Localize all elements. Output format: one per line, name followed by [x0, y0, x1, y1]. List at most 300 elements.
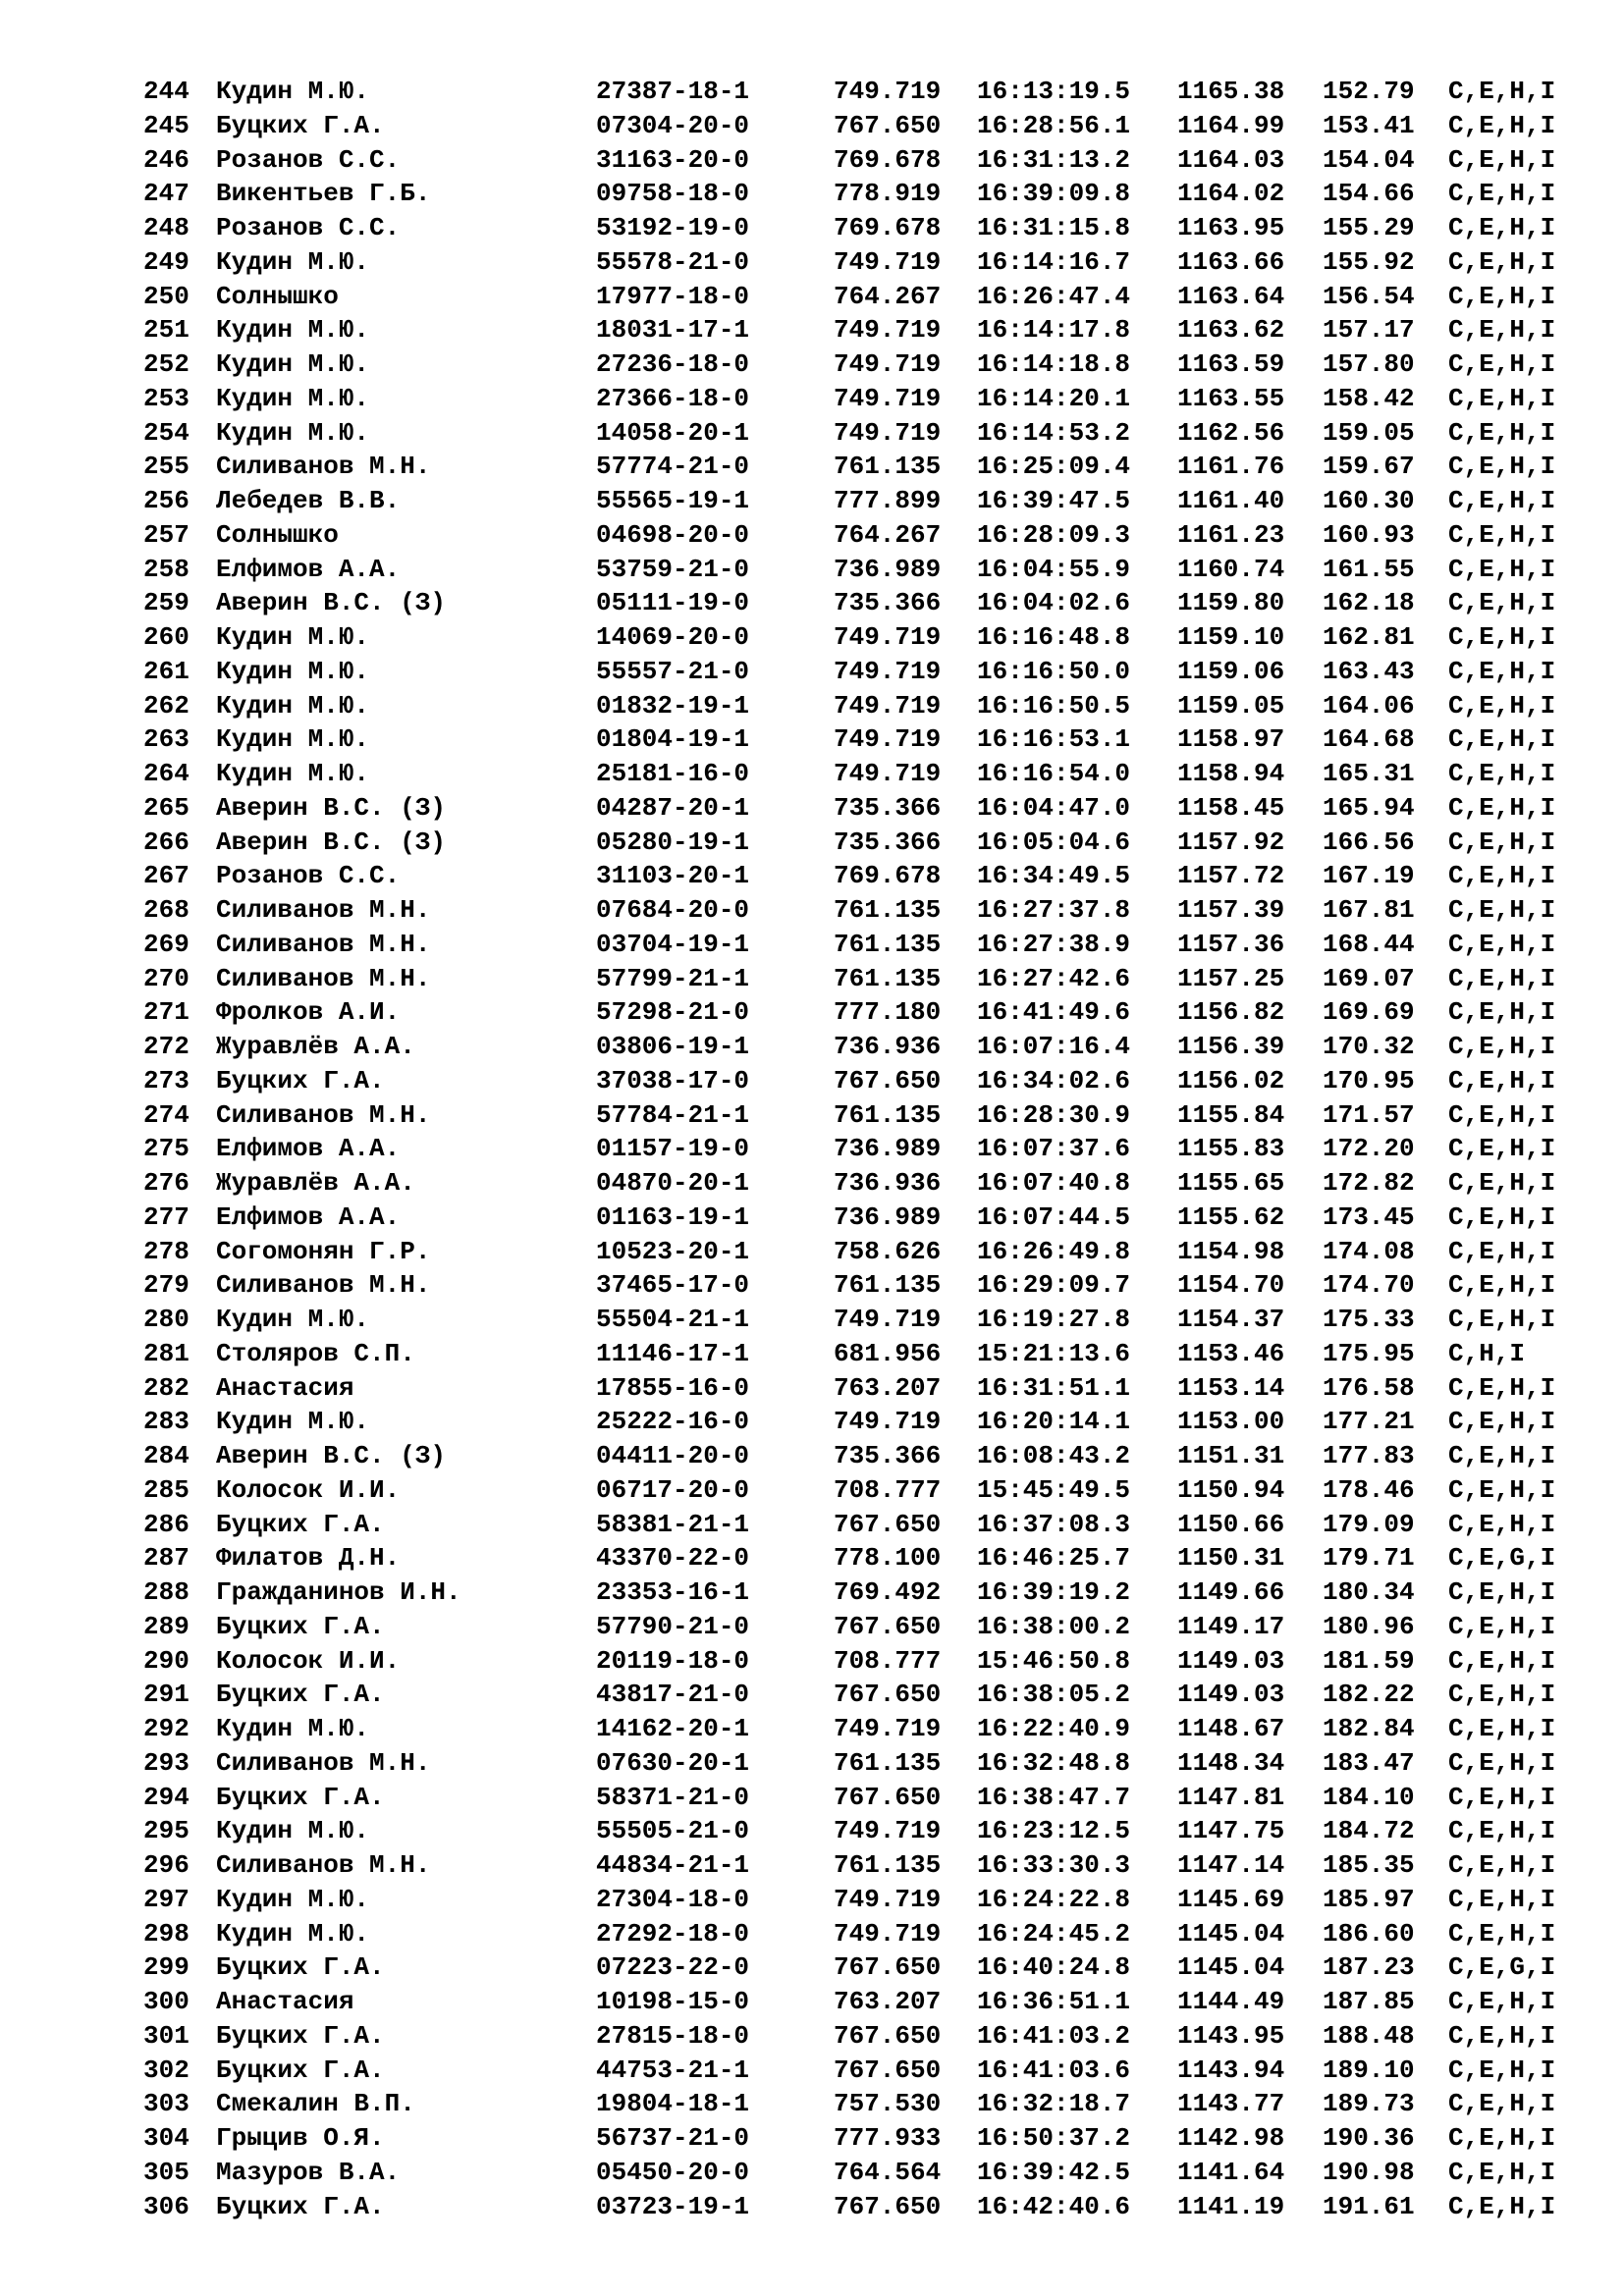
- coefficient-cell: 161.55: [1323, 554, 1415, 584]
- table-row: [143, 1575, 1597, 1610]
- speed-cell: 1163.66: [1177, 246, 1285, 277]
- speed-cell: 1155.83: [1177, 1134, 1285, 1164]
- categories-cell: C,E,H,I: [1448, 1134, 1556, 1164]
- owner-name-cell: Розанов С.С.: [216, 213, 401, 242]
- arrival-time-cell: 16:29:09.7: [977, 1270, 1131, 1301]
- distance-cell: 769.492: [834, 1577, 942, 1607]
- table-row: [143, 722, 1597, 757]
- table-row: [143, 1814, 1597, 1848]
- coefficient-cell: 177.21: [1323, 1407, 1415, 1437]
- categories-cell: C,E,H,I: [1448, 724, 1556, 755]
- categories-cell: C,E,H,I: [1448, 1305, 1556, 1334]
- categories-cell: C,E,H,I: [1448, 1918, 1556, 1949]
- owner-name-cell: Силиванов М.Н.: [216, 1747, 431, 1778]
- distance-cell: 761.135: [834, 1270, 942, 1301]
- coefficient-cell: 184.10: [1323, 1782, 1415, 1812]
- owner-name-cell: Кудин М.Ю.: [216, 1918, 370, 1949]
- ring-number-cell: 07304-20-0: [596, 110, 750, 140]
- categories-cell: C,E,H,I: [1448, 2191, 1556, 2221]
- speed-cell: 1162.56: [1177, 417, 1285, 448]
- owner-name-cell: Грыцив О.Я.: [216, 2123, 385, 2153]
- place-number-cell: 261: [143, 656, 189, 686]
- distance-cell: 767.650: [834, 2020, 942, 2051]
- owner-name-cell: Силиванов М.Н.: [216, 452, 431, 482]
- speed-cell: 1164.02: [1177, 179, 1285, 209]
- categories-cell: C,E,H,I: [1448, 827, 1556, 857]
- distance-cell: 767.650: [834, 2191, 942, 2221]
- coefficient-cell: 181.59: [1323, 1645, 1415, 1676]
- coefficient-cell: 187.85: [1323, 1987, 1415, 2016]
- speed-cell: 1156.02: [1177, 1065, 1285, 1095]
- results-table: [143, 75, 1597, 2223]
- distance-cell: 764.267: [834, 519, 942, 550]
- owner-name-cell: Розанов С.С.: [216, 861, 401, 891]
- categories-cell: C,E,H,I: [1448, 315, 1556, 346]
- ring-number-cell: 17977-18-0: [596, 281, 750, 311]
- distance-cell: 767.650: [834, 1680, 942, 1710]
- place-number-cell: 250: [143, 281, 189, 311]
- table-row: [143, 2156, 1597, 2190]
- table-row: [143, 859, 1597, 893]
- table-row: [143, 347, 1597, 382]
- coefficient-cell: 166.56: [1323, 827, 1415, 857]
- table-row: [143, 1508, 1597, 1542]
- place-number-cell: 281: [143, 1338, 189, 1368]
- table-row: [143, 655, 1597, 689]
- ring-number-cell: 57790-21-0: [596, 1611, 750, 1641]
- place-number-cell: 246: [143, 144, 189, 175]
- owner-name-cell: Буцких Г.А.: [216, 1782, 385, 1812]
- table-row: [143, 1371, 1597, 1406]
- coefficient-cell: 185.35: [1323, 1850, 1415, 1880]
- speed-cell: 1164.03: [1177, 144, 1285, 175]
- ring-number-cell: 03704-19-1: [596, 929, 750, 959]
- table-row: [143, 928, 1597, 962]
- coefficient-cell: 156.54: [1323, 281, 1415, 311]
- ring-number-cell: 19804-18-1: [596, 2089, 750, 2119]
- ring-number-cell: 58381-21-1: [596, 1509, 750, 1539]
- owner-name-cell: Аверин В.С. (З): [216, 792, 447, 823]
- coefficient-cell: 185.97: [1323, 1884, 1415, 1914]
- categories-cell: C,E,H,I: [1448, 1099, 1556, 1130]
- coefficient-cell: 168.44: [1323, 929, 1415, 959]
- table-row: [143, 211, 1597, 245]
- arrival-time-cell: 16:39:09.8: [977, 179, 1131, 209]
- arrival-time-cell: 16:04:02.6: [977, 588, 1131, 618]
- categories-cell: C,E,H,I: [1448, 1645, 1556, 1676]
- arrival-time-cell: 16:13:19.5: [977, 77, 1131, 106]
- table-row: [143, 1610, 1597, 1644]
- distance-cell: 764.564: [834, 2157, 942, 2187]
- place-number-cell: 288: [143, 1577, 189, 1607]
- ring-number-cell: 31163-20-0: [596, 144, 750, 175]
- table-row: [143, 450, 1597, 484]
- arrival-time-cell: 16:32:48.8: [977, 1747, 1131, 1778]
- place-number-cell: 268: [143, 895, 189, 925]
- place-number-cell: 303: [143, 2089, 189, 2119]
- place-number-cell: 305: [143, 2157, 189, 2187]
- arrival-time-cell: 16:42:40.6: [977, 2191, 1131, 2221]
- categories-cell: C,E,G,I: [1448, 1543, 1556, 1574]
- place-number-cell: 276: [143, 1168, 189, 1198]
- ring-number-cell: 55578-21-0: [596, 246, 750, 277]
- speed-cell: 1143.77: [1177, 2089, 1285, 2119]
- arrival-time-cell: 16:26:47.4: [977, 281, 1131, 311]
- ring-number-cell: 27387-18-1: [596, 77, 750, 106]
- place-number-cell: 280: [143, 1305, 189, 1334]
- owner-name-cell: Журавлёв А.А.: [216, 1032, 415, 1061]
- speed-cell: 1159.06: [1177, 656, 1285, 686]
- categories-cell: C,E,H,I: [1448, 1782, 1556, 1812]
- speed-cell: 1163.55: [1177, 383, 1285, 413]
- speed-cell: 1159.80: [1177, 588, 1285, 618]
- table-row: [143, 313, 1597, 347]
- categories-cell: C,E,H,I: [1448, 519, 1556, 550]
- owner-name-cell: Кудин М.Ю.: [216, 1884, 370, 1914]
- ring-number-cell: 37038-17-0: [596, 1065, 750, 1095]
- place-number-cell: 286: [143, 1509, 189, 1539]
- owner-name-cell: Гражданинов И.Н.: [216, 1577, 461, 1607]
- coefficient-cell: 189.73: [1323, 2089, 1415, 2119]
- table-row: [143, 484, 1597, 518]
- categories-cell: C,E,H,I: [1448, 2055, 1556, 2085]
- categories-cell: C,E,H,I: [1448, 1611, 1556, 1641]
- categories-cell: C,E,H,I: [1448, 554, 1556, 584]
- owner-name-cell: Кудин М.Ю.: [216, 622, 370, 652]
- table-row: [143, 2121, 1597, 2156]
- coefficient-cell: 154.66: [1323, 179, 1415, 209]
- ring-number-cell: 09758-18-0: [596, 179, 750, 209]
- coefficient-cell: 154.04: [1323, 144, 1415, 175]
- speed-cell: 1156.82: [1177, 997, 1285, 1028]
- table-row: [143, 791, 1597, 826]
- ring-number-cell: 05111-19-0: [596, 588, 750, 618]
- speed-cell: 1159.05: [1177, 690, 1285, 721]
- distance-cell: 749.719: [834, 417, 942, 448]
- place-number-cell: 302: [143, 2055, 189, 2085]
- owner-name-cell: Журавлёв А.А.: [216, 1168, 415, 1198]
- table-row: [143, 893, 1597, 928]
- arrival-time-cell: 15:21:13.6: [977, 1338, 1131, 1368]
- owner-name-cell: Смекалин В.П.: [216, 2089, 415, 2119]
- ring-number-cell: 57799-21-1: [596, 963, 750, 993]
- coefficient-cell: 190.36: [1323, 2123, 1415, 2153]
- ring-number-cell: 14058-20-1: [596, 417, 750, 448]
- speed-cell: 1157.39: [1177, 895, 1285, 925]
- coefficient-cell: 174.70: [1323, 1270, 1415, 1301]
- place-number-cell: 293: [143, 1747, 189, 1778]
- distance-cell: 735.366: [834, 1441, 942, 1470]
- arrival-time-cell: 16:24:22.8: [977, 1884, 1131, 1914]
- owner-name-cell: Анастасия: [216, 1987, 354, 2016]
- coefficient-cell: 191.61: [1323, 2191, 1415, 2221]
- arrival-time-cell: 16:25:09.4: [977, 452, 1131, 482]
- coefficient-cell: 175.95: [1323, 1338, 1415, 1368]
- ring-number-cell: 43817-21-0: [596, 1680, 750, 1710]
- table-row: [143, 2190, 1597, 2224]
- distance-cell: 761.135: [834, 929, 942, 959]
- owner-name-cell: Силиванов М.Н.: [216, 1099, 431, 1130]
- distance-cell: 767.650: [834, 2055, 942, 2085]
- speed-cell: 1161.76: [1177, 452, 1285, 482]
- arrival-time-cell: 16:28:30.9: [977, 1099, 1131, 1130]
- speed-cell: 1148.34: [1177, 1747, 1285, 1778]
- categories-cell: C,E,H,I: [1448, 417, 1556, 448]
- owner-name-cell: Колосок И.И.: [216, 1645, 401, 1676]
- ring-number-cell: 55557-21-0: [596, 656, 750, 686]
- table-row: [143, 1132, 1597, 1166]
- owner-name-cell: Буцких Г.А.: [216, 1952, 385, 1983]
- place-number-cell: 294: [143, 1782, 189, 1812]
- table-row: [143, 1781, 1597, 1815]
- ring-number-cell: 05280-19-1: [596, 827, 750, 857]
- categories-cell: C,E,H,I: [1448, 1474, 1556, 1505]
- arrival-time-cell: 16:41:03.2: [977, 2020, 1131, 2051]
- distance-cell: 749.719: [834, 246, 942, 277]
- distance-cell: 767.650: [834, 1065, 942, 1095]
- arrival-time-cell: 16:14:17.8: [977, 315, 1131, 346]
- place-number-cell: 285: [143, 1474, 189, 1505]
- coefficient-cell: 153.41: [1323, 110, 1415, 140]
- coefficient-cell: 167.81: [1323, 895, 1415, 925]
- categories-cell: C,E,H,I: [1448, 2089, 1556, 2119]
- categories-cell: C,E,H,I: [1448, 486, 1556, 515]
- distance-cell: 767.650: [834, 1952, 942, 1983]
- owner-name-cell: Буцких Г.А.: [216, 1065, 385, 1095]
- ring-number-cell: 27236-18-0: [596, 349, 750, 379]
- arrival-time-cell: 16:31:15.8: [977, 213, 1131, 242]
- speed-cell: 1141.19: [1177, 2191, 1285, 2221]
- table-row: [143, 382, 1597, 416]
- categories-cell: C,E,H,I: [1448, 861, 1556, 891]
- table-row: [143, 1166, 1597, 1201]
- coefficient-cell: 155.29: [1323, 213, 1415, 242]
- categories-cell: C,E,H,I: [1448, 759, 1556, 788]
- arrival-time-cell: 16:22:40.9: [977, 1714, 1131, 1743]
- ring-number-cell: 44753-21-1: [596, 2055, 750, 2085]
- distance-cell: 749.719: [834, 1918, 942, 1949]
- speed-cell: 1164.99: [1177, 110, 1285, 140]
- categories-cell: C,E,H,I: [1448, 963, 1556, 993]
- arrival-time-cell: 16:39:19.2: [977, 1577, 1131, 1607]
- categories-cell: C,E,H,I: [1448, 1201, 1556, 1232]
- categories-cell: C,E,H,I: [1448, 383, 1556, 413]
- ring-number-cell: 53192-19-0: [596, 213, 750, 242]
- owner-name-cell: Кудин М.Ю.: [216, 1714, 370, 1743]
- speed-cell: 1155.62: [1177, 1201, 1285, 1232]
- categories-cell: C,E,H,I: [1448, 1987, 1556, 2016]
- owner-name-cell: Буцких Г.А.: [216, 2191, 385, 2221]
- arrival-time-cell: 16:39:47.5: [977, 486, 1131, 515]
- distance-cell: 761.135: [834, 1099, 942, 1130]
- distance-cell: 769.678: [834, 144, 942, 175]
- place-number-cell: 265: [143, 792, 189, 823]
- ring-number-cell: 27815-18-0: [596, 2020, 750, 2051]
- owner-name-cell: Кудин М.Ю.: [216, 690, 370, 721]
- ring-number-cell: 25222-16-0: [596, 1407, 750, 1437]
- categories-cell: C,E,H,I: [1448, 792, 1556, 823]
- table-row: [143, 1712, 1597, 1746]
- place-number-cell: 271: [143, 997, 189, 1028]
- ring-number-cell: 37465-17-0: [596, 1270, 750, 1301]
- ring-number-cell: 07684-20-0: [596, 895, 750, 925]
- place-number-cell: 260: [143, 622, 189, 652]
- owner-name-cell: Кудин М.Ю.: [216, 1407, 370, 1437]
- ring-number-cell: 14162-20-1: [596, 1714, 750, 1743]
- coefficient-cell: 172.82: [1323, 1168, 1415, 1198]
- categories-cell: C,E,H,I: [1448, 1270, 1556, 1301]
- arrival-time-cell: 16:07:40.8: [977, 1168, 1131, 1198]
- categories-cell: C,E,H,I: [1448, 929, 1556, 959]
- ring-number-cell: 10523-20-1: [596, 1236, 750, 1266]
- table-row: [143, 1064, 1597, 1098]
- categories-cell: C,E,H,I: [1448, 1680, 1556, 1710]
- place-number-cell: 262: [143, 690, 189, 721]
- table-row: [143, 2087, 1597, 2121]
- speed-cell: 1155.65: [1177, 1168, 1285, 1198]
- ring-number-cell: 11146-17-1: [596, 1338, 750, 1368]
- table-row: [143, 280, 1597, 314]
- distance-cell: 763.207: [834, 1987, 942, 2016]
- owner-name-cell: Розанов С.С.: [216, 144, 401, 175]
- owner-name-cell: Столяров С.П.: [216, 1338, 415, 1368]
- distance-cell: 736.936: [834, 1032, 942, 1061]
- arrival-time-cell: 16:46:25.7: [977, 1543, 1131, 1574]
- categories-cell: C,E,H,I: [1448, 2020, 1556, 2051]
- distance-cell: 736.936: [834, 1168, 942, 1198]
- place-number-cell: 289: [143, 1611, 189, 1641]
- speed-cell: 1159.10: [1177, 622, 1285, 652]
- table-row: [143, 1235, 1597, 1269]
- place-number-cell: 252: [143, 349, 189, 379]
- speed-cell: 1145.04: [1177, 1918, 1285, 1949]
- place-number-cell: 295: [143, 1816, 189, 1846]
- coefficient-cell: 177.83: [1323, 1441, 1415, 1470]
- categories-cell: C,E,H,I: [1448, 213, 1556, 242]
- owner-name-cell: Солнышко: [216, 519, 339, 550]
- owner-name-cell: Кудин М.Ю.: [216, 349, 370, 379]
- speed-cell: 1154.70: [1177, 1270, 1285, 1301]
- distance-cell: 767.650: [834, 1509, 942, 1539]
- speed-cell: 1143.95: [1177, 2020, 1285, 2051]
- arrival-time-cell: 16:14:18.8: [977, 349, 1131, 379]
- ring-number-cell: 01832-19-1: [596, 690, 750, 721]
- ring-number-cell: 04870-20-1: [596, 1168, 750, 1198]
- owner-name-cell: Мазуров В.А.: [216, 2157, 401, 2187]
- distance-cell: 749.719: [834, 759, 942, 788]
- coefficient-cell: 164.06: [1323, 690, 1415, 721]
- coefficient-cell: 176.58: [1323, 1372, 1415, 1403]
- coefficient-cell: 158.42: [1323, 383, 1415, 413]
- arrival-time-cell: 16:19:27.8: [977, 1305, 1131, 1334]
- coefficient-cell: 157.80: [1323, 349, 1415, 379]
- speed-cell: 1147.14: [1177, 1850, 1285, 1880]
- table-row: [143, 1268, 1597, 1303]
- distance-cell: 749.719: [834, 1407, 942, 1437]
- table-row: [143, 1985, 1597, 2019]
- speed-cell: 1163.59: [1177, 349, 1285, 379]
- place-number-cell: 247: [143, 179, 189, 209]
- place-number-cell: 284: [143, 1441, 189, 1470]
- table-row: [143, 245, 1597, 280]
- owner-name-cell: Елфимов А.А.: [216, 1201, 401, 1232]
- owner-name-cell: Кудин М.Ю.: [216, 77, 370, 106]
- table-row: [143, 962, 1597, 996]
- distance-cell: 767.650: [834, 1782, 942, 1812]
- speed-cell: 1157.72: [1177, 861, 1285, 891]
- place-number-cell: 249: [143, 246, 189, 277]
- ring-number-cell: 27366-18-0: [596, 383, 750, 413]
- place-number-cell: 299: [143, 1952, 189, 1983]
- ring-number-cell: 55505-21-0: [596, 1816, 750, 1846]
- ring-number-cell: 20119-18-0: [596, 1645, 750, 1676]
- distance-cell: 749.719: [834, 383, 942, 413]
- place-number-cell: 253: [143, 383, 189, 413]
- arrival-time-cell: 16:28:56.1: [977, 110, 1131, 140]
- coefficient-cell: 172.20: [1323, 1134, 1415, 1164]
- distance-cell: 749.719: [834, 1714, 942, 1743]
- ring-number-cell: 07223-22-0: [596, 1952, 750, 1983]
- arrival-time-cell: 16:07:44.5: [977, 1201, 1131, 1232]
- coefficient-cell: 160.93: [1323, 519, 1415, 550]
- speed-cell: 1160.74: [1177, 554, 1285, 584]
- place-number-cell: 266: [143, 827, 189, 857]
- arrival-time-cell: 16:08:43.2: [977, 1441, 1131, 1470]
- distance-cell: 764.267: [834, 281, 942, 311]
- categories-cell: C,E,H,I: [1448, 1850, 1556, 1880]
- place-number-cell: 251: [143, 315, 189, 346]
- owner-name-cell: Анастасия: [216, 1372, 354, 1403]
- distance-cell: 749.719: [834, 724, 942, 755]
- arrival-time-cell: 16:23:12.5: [977, 1816, 1131, 1846]
- categories-cell: C,E,H,I: [1448, 1747, 1556, 1778]
- table-row: [143, 2019, 1597, 2054]
- ring-number-cell: 53759-21-0: [596, 554, 750, 584]
- distance-cell: 749.719: [834, 1305, 942, 1334]
- distance-cell: 761.135: [834, 895, 942, 925]
- distance-cell: 735.366: [834, 827, 942, 857]
- place-number-cell: 256: [143, 486, 189, 515]
- table-row: [143, 1303, 1597, 1337]
- distance-cell: 749.719: [834, 77, 942, 106]
- owner-name-cell: Кудин М.Ю.: [216, 724, 370, 755]
- place-number-cell: 277: [143, 1201, 189, 1232]
- categories-cell: C,E,H,I: [1448, 1577, 1556, 1607]
- coefficient-cell: 184.72: [1323, 1816, 1415, 1846]
- place-number-cell: 267: [143, 861, 189, 891]
- ring-number-cell: 57784-21-1: [596, 1099, 750, 1130]
- arrival-time-cell: 16:04:55.9: [977, 554, 1131, 584]
- owner-name-cell: Фролков А.И.: [216, 997, 401, 1028]
- place-number-cell: 287: [143, 1543, 189, 1574]
- distance-cell: 763.207: [834, 1372, 942, 1403]
- arrival-time-cell: 16:24:45.2: [977, 1918, 1131, 1949]
- place-number-cell: 257: [143, 519, 189, 550]
- arrival-time-cell: 16:16:50.0: [977, 656, 1131, 686]
- ring-number-cell: 23353-16-1: [596, 1577, 750, 1607]
- place-number-cell: 264: [143, 759, 189, 788]
- distance-cell: 777.180: [834, 997, 942, 1028]
- speed-cell: 1143.94: [1177, 2055, 1285, 2085]
- ring-number-cell: 58371-21-0: [596, 1782, 750, 1812]
- distance-cell: 777.933: [834, 2123, 942, 2153]
- distance-cell: 761.135: [834, 1850, 942, 1880]
- coefficient-cell: 155.92: [1323, 246, 1415, 277]
- table-row: [143, 1883, 1597, 1917]
- owner-name-cell: Кудин М.Ю.: [216, 656, 370, 686]
- owner-name-cell: Елфимов А.А.: [216, 554, 401, 584]
- speed-cell: 1163.95: [1177, 213, 1285, 242]
